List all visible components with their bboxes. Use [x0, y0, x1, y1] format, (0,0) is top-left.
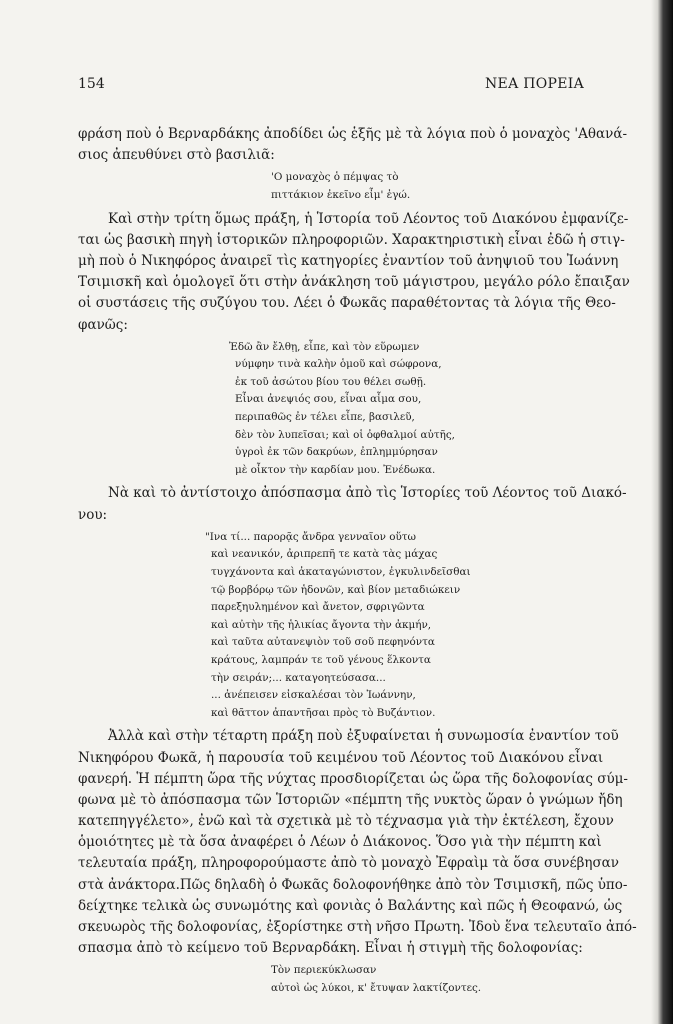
text-line: φράση ποὺ ὁ Βερναρδάκης ἀποδίδει ὡς ἑξῆς μὲ τὰ λόγια ποὺ ὁ μοναχὸς 'Αθανά- — [78, 126, 628, 142]
text-line: Τσιμισκῆ καὶ ὁμολογεῖ ὅτι στὴν ἀνάκληση τοῦ μάγιστρου, μεγάλο ρόλο ἔπαιξαν — [78, 274, 630, 291]
text-line: φανερή. Ἡ πέμπτη ὥρα τῆς νύχτας προσδιορίζεται ὡς ὥρα τῆς δολοφονίας σύμ- — [78, 770, 628, 787]
running-title: ΝΕΑ ΠΟΡΕΙΑ — [485, 76, 584, 92]
verse-line: τῷ βορβόρῳ τῶν ἡδονῶν, καὶ βίον μεταδιώκειν — [211, 583, 461, 596]
paragraph — [78, 726, 637, 959]
verse-line: αὐτοὶ ὡς λύκοι, κ' ἔτυψαν λακτίζοντες. — [271, 982, 482, 994]
text-line: σπασμα ἀπὸ τὸ κείμενο τοῦ Βερναρδάκη. Εἶναι ἡ στιγμὴ τῆς δολοφονίας: — [78, 940, 583, 957]
text-line: μὴ ποὺ ὁ Νικηφόρος ἀναιρεῖ τὶς κατηγορίες ἐναντίον τοῦ ἀνηψιοῦ του Ἰωάννη — [78, 252, 619, 269]
verse-quote — [78, 339, 584, 480]
verse-line: 'Ο μοναχὸς ὁ πέμψας τὸ — [271, 171, 399, 184]
text-line: Καὶ στὴν τρίτη ὅμως πράξη, ἡ Ἱστορία τοῦ Λέοντος τοῦ Διακόνου ἐμφανίζε- — [108, 210, 629, 227]
verse-line: ἐκ τοῦ ἀσώτου βίου του θέλει σωθῇ. — [235, 375, 427, 388]
text-line: νου: — [78, 506, 108, 523]
text-line: σιος ἀπευθύνει στὸ βασιλιᾶ: — [78, 147, 275, 164]
text-line: Νὰ καὶ τὸ ἀντίστοιχο ἀπόσπασμα ἀπὸ τὶς Ἱστορίες τοῦ Λέοντος τοῦ Διακό- — [108, 485, 627, 502]
text-line: τελευταία πράξη, πληροφορούμαστε ἀπὸ τὸ μοναχὸ Ἐφραὶμ τὰ ὅσα συνέβησαν — [78, 855, 620, 872]
text-line: Νικηφόρου Φωκᾶ, ἡ παρουσία τοῦ κειμένου τοῦ Λέοντος τοῦ Διακόνου εἶναι — [78, 749, 604, 766]
verse-quote — [78, 169, 584, 204]
paragraph — [78, 483, 627, 525]
verse-line: καὶ θᾶττον ἀπαντῆσαι πρὸς τὸ Βυζάντιον. — [211, 706, 436, 719]
verse-line: περιπαθῶς ἐν τέλει εἶπε, βασιλεῦ, — [235, 411, 415, 424]
page-body — [78, 124, 637, 1002]
text-line: κατεπηγγέλετο», ἐνῶ καὶ τὰ σχετικὰ μὲ τὸ τέχνασμα γιὰ τὴν ἐκτέλεση, ἔχουν — [78, 813, 614, 830]
verse-line: Τὸν περιεκύκλωσαν — [271, 964, 377, 977]
verse-line: δὲν τὸν λυπεῖσαι; καὶ οἱ ὀφθαλμοί αὐτῆς, — [235, 428, 455, 441]
text-line: φανῶς: — [78, 316, 128, 333]
verse-line: νύμφην τινὰ καλὴν ὁμοῦ καὶ σώφρονα, — [235, 358, 442, 371]
verse-line: "Ινα τί... παρορᾷς ἄνδρα γενναῖον οὕτω — [205, 530, 417, 543]
verse-line: Εἶναι ἀνεψιός σου, εἶναι αἷμα σου, — [235, 393, 422, 406]
text-line: σκευωρὸς τῆς δολοφονίας, ἐξορίστηκε στὴ νῆσο Πρωτη. Ἰδοὺ ἕνα τελευταῖο ἀπό- — [78, 919, 637, 936]
verse-line: καὶ αὐτὴν τῆς ἡλικίας ἄγοντα τὴν ἀκμήν, — [211, 618, 432, 631]
paragraph — [78, 124, 628, 166]
page-number: 154 — [78, 76, 105, 92]
verse-quote — [78, 529, 584, 723]
verse-quote — [78, 962, 584, 997]
verse-line: τὴν σειράν;... καταγοητεύσασα... — [211, 671, 386, 684]
text-line: δείχτηκε τελικὰ ὡς συνωμότης καὶ φονιὰς ὁ Βαλάντης καὶ πῶς ἡ Θεοφανώ, ὡς — [78, 897, 623, 914]
page-binding-shadow — [651, 0, 673, 1024]
verse-line: ὑγροὶ ἐκ τῶν δακρύων, ἐπλημμύρησαν — [235, 446, 438, 459]
text-line: ὁμοιότητες μὲ τὰ ὅσα ἀναφέρει ὁ Λέων ὁ Διάκονος. Ὅσο γιὰ τὴν πέμπτη καὶ — [78, 834, 602, 851]
verse-line: πιττάκιον ἐκεῖνο εἶμ' ἐγώ. — [271, 188, 411, 201]
text-line: φωνα μὲ τὸ ἀπόσπασμα τῶν Ἱστοριῶν «πέμπτη τῆς νυκτὸς ὥραν ὁ γνώμων ἤδη — [78, 791, 623, 808]
verse-line: παρεξηυλημένον καὶ ἄνετον, σφριγῶντα — [211, 601, 425, 614]
verse-line: ... ἀνέπεισεν εἰσκαλέσαι τὸν Ἰωάννην, — [211, 689, 416, 702]
text-line: Ἀλλὰ καὶ στὴν τέταρτη πράξη ποὺ ἐξυφαίνεται ἡ συνωμοσία ἐναντίον τοῦ — [108, 728, 619, 745]
verse-line: Ἐδῶ ἂν ἔλθῃ, εἶπε, καὶ τὸν εὕρωμεν — [229, 340, 420, 353]
verse-line: μὲ οἶκτον τὴν καρδίαν μου. Ἐνέδωκα. — [235, 463, 436, 476]
text-line: οἱ συστάσεις τῆς συζύγου του. Λέει ὁ Φωκᾶς παραθέτοντας τὰ λόγια τῆς Θεο- — [78, 295, 616, 312]
verse-line: κράτους, λαμπράν τε τοῦ γένους ἕλκοντα — [211, 653, 431, 666]
paragraph — [78, 209, 630, 336]
text-line: στὰ ἀνάκτορα.Πῶς δηλαδὴ ὁ Φωκᾶς δολοφονήθηκε ἀπὸ τὸν Τσιμισκῆ, πῶς ὑπο- — [78, 876, 628, 893]
verse-line: καὶ νεανικόν, ἀριπρεπῆ τε κατὰ τὰς μάχας — [211, 548, 438, 561]
text-line: ται ὡς βασικὴ πηγὴ ἱστορικῶν πληροφοριῶν. Χαρακτηριστικὴ εἶναι ἐδῶ ἡ στιγ- — [78, 231, 625, 248]
verse-line: καὶ ταῦτα αὐτανεψιὸν τοῦ σοῦ πεφηνόντα — [211, 636, 435, 649]
verse-line: τυγχάνοντα καὶ ἀκαταγώνιστον, ἐγκυλινδεῖσθαι — [211, 566, 471, 578]
